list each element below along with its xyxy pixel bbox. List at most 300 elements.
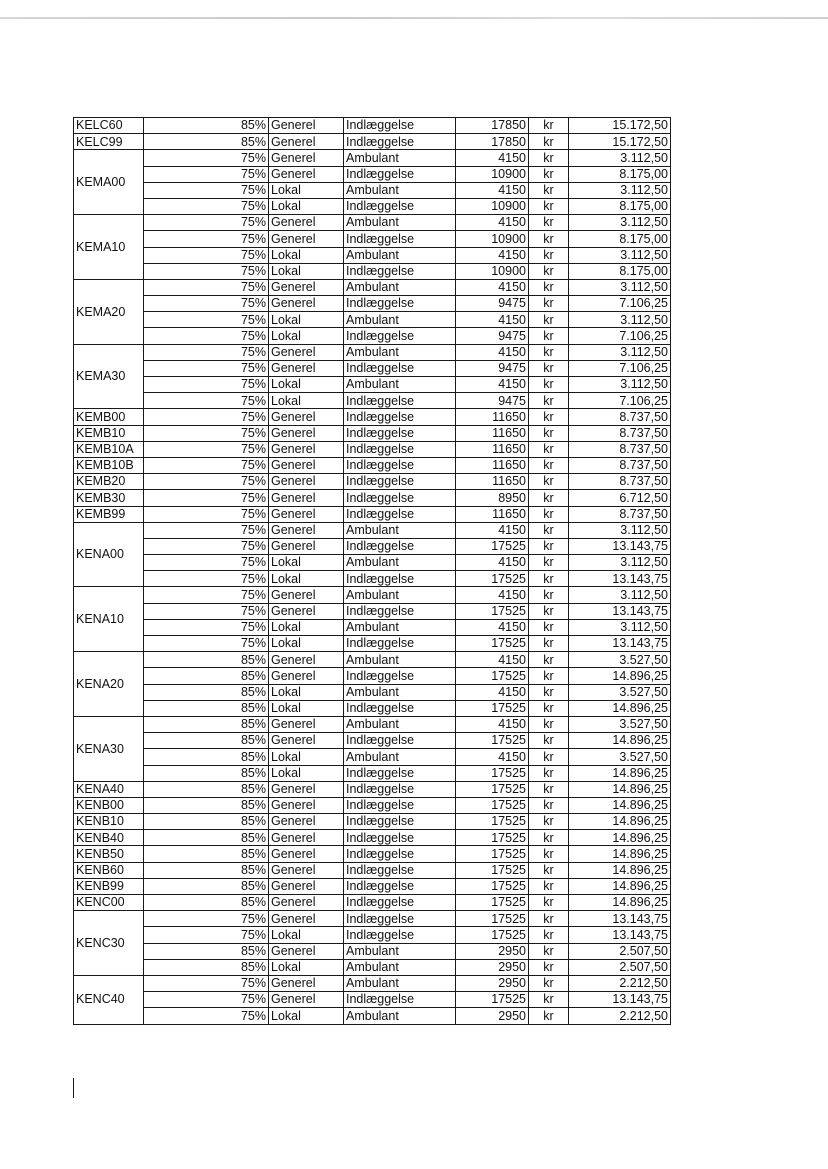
total-cell: 8.737,50: [569, 409, 671, 425]
table-row: [74, 814, 671, 830]
service-type-cell: Indlæggelse: [344, 506, 456, 522]
percent-cell: 85%: [144, 716, 269, 732]
service-type-cell: Indlæggelse: [344, 457, 456, 473]
currency-cell: kr: [529, 296, 569, 312]
currency-cell: kr: [529, 182, 569, 198]
category-cell: Generel: [269, 716, 344, 732]
table-row: [74, 846, 671, 862]
currency-cell: kr: [529, 975, 569, 991]
amount-cell: 11650: [456, 441, 529, 457]
total-cell: 8.175,00: [569, 166, 671, 182]
total-cell: 14.896,25: [569, 781, 671, 797]
service-type-cell: Ambulant: [344, 377, 456, 393]
percent-cell: 75%: [144, 182, 269, 198]
currency-cell: kr: [529, 198, 569, 214]
category-cell: Generel: [269, 360, 344, 376]
currency-cell: kr: [529, 231, 569, 247]
table-row: [74, 312, 671, 328]
category-cell: Generel: [269, 538, 344, 554]
amount-cell: 4150: [456, 182, 529, 198]
amount-cell: 2950: [456, 975, 529, 991]
total-cell: 7.106,25: [569, 296, 671, 312]
total-cell: 8.737,50: [569, 425, 671, 441]
currency-cell: kr: [529, 441, 569, 457]
currency-cell: kr: [529, 490, 569, 506]
amount-cell: 17525: [456, 895, 529, 911]
total-cell: 13.143,75: [569, 911, 671, 927]
amount-cell: 4150: [456, 215, 529, 231]
category-cell: Generel: [269, 733, 344, 749]
service-type-cell: Indlæggelse: [344, 878, 456, 894]
amount-cell: 11650: [456, 409, 529, 425]
percent-cell: 75%: [144, 312, 269, 328]
currency-cell: kr: [529, 409, 569, 425]
category-cell: Generel: [269, 474, 344, 490]
total-cell: 3.112,50: [569, 279, 671, 295]
table-row: [74, 943, 671, 959]
service-type-cell: Indlæggelse: [344, 231, 456, 247]
percent-cell: 75%: [144, 166, 269, 182]
table-row: [74, 506, 671, 522]
table-row: [74, 344, 671, 360]
total-cell: 14.896,25: [569, 862, 671, 878]
category-cell: Generel: [269, 587, 344, 603]
total-cell: 3.112,50: [569, 150, 671, 166]
table-row: [74, 474, 671, 490]
percent-cell: 85%: [144, 943, 269, 959]
total-cell: 7.106,25: [569, 328, 671, 344]
category-cell: Generel: [269, 846, 344, 862]
total-cell: 8.737,50: [569, 506, 671, 522]
percent-cell: 75%: [144, 328, 269, 344]
percent-cell: 85%: [144, 797, 269, 813]
service-type-cell: Indlæggelse: [344, 263, 456, 279]
total-cell: 2.507,50: [569, 943, 671, 959]
category-cell: Generel: [269, 522, 344, 538]
amount-cell: 17525: [456, 927, 529, 943]
service-type-cell: Indlæggelse: [344, 846, 456, 862]
currency-cell: kr: [529, 571, 569, 587]
total-cell: 7.106,25: [569, 393, 671, 409]
table-row: [74, 279, 671, 295]
rate-table: [73, 117, 671, 1025]
percent-cell: 85%: [144, 765, 269, 781]
percent-cell: 85%: [144, 959, 269, 975]
currency-cell: kr: [529, 474, 569, 490]
table-row: [74, 166, 671, 182]
currency-cell: kr: [529, 118, 569, 134]
amount-cell: 9475: [456, 393, 529, 409]
amount-cell: 2950: [456, 959, 529, 975]
category-cell: Generel: [269, 943, 344, 959]
currency-cell: kr: [529, 360, 569, 376]
percent-cell: 75%: [144, 506, 269, 522]
category-cell: Generel: [269, 911, 344, 927]
table-row: [74, 830, 671, 846]
percent-cell: 75%: [144, 474, 269, 490]
table-row: [74, 895, 671, 911]
amount-cell: 17525: [456, 603, 529, 619]
service-type-cell: Indlæggelse: [344, 360, 456, 376]
currency-cell: kr: [529, 538, 569, 554]
percent-cell: 85%: [144, 684, 269, 700]
category-cell: Generel: [269, 814, 344, 830]
total-cell: 8.175,00: [569, 231, 671, 247]
total-cell: 3.112,50: [569, 215, 671, 231]
currency-cell: kr: [529, 846, 569, 862]
service-type-cell: Indlæggelse: [344, 118, 456, 134]
percent-cell: 75%: [144, 538, 269, 554]
currency-cell: kr: [529, 457, 569, 473]
currency-cell: kr: [529, 862, 569, 878]
table-row: [74, 911, 671, 927]
table-row: [74, 749, 671, 765]
category-cell: Lokal: [269, 312, 344, 328]
category-cell: Generel: [269, 425, 344, 441]
currency-cell: kr: [529, 943, 569, 959]
table-row: [74, 668, 671, 684]
total-cell: 3.112,50: [569, 312, 671, 328]
currency-cell: kr: [529, 684, 569, 700]
amount-cell: 4150: [456, 377, 529, 393]
total-cell: 2.212,50: [569, 975, 671, 991]
service-type-cell: Ambulant: [344, 150, 456, 166]
category-cell: Lokal: [269, 198, 344, 214]
category-cell: Generel: [269, 878, 344, 894]
category-cell: Lokal: [269, 927, 344, 943]
total-cell: 15.172,50: [569, 134, 671, 150]
amount-cell: 4150: [456, 716, 529, 732]
currency-cell: kr: [529, 636, 569, 652]
total-cell: 2.507,50: [569, 959, 671, 975]
service-type-cell: Ambulant: [344, 975, 456, 991]
amount-cell: 10900: [456, 166, 529, 182]
currency-cell: kr: [529, 619, 569, 635]
table-row: [74, 182, 671, 198]
currency-cell: kr: [529, 668, 569, 684]
service-type-cell: Ambulant: [344, 587, 456, 603]
service-type-cell: Indlæggelse: [344, 992, 456, 1008]
table-row: [74, 716, 671, 732]
total-cell: 6.712,50: [569, 490, 671, 506]
amount-cell: 11650: [456, 474, 529, 490]
category-cell: Generel: [269, 296, 344, 312]
total-cell: 14.896,25: [569, 895, 671, 911]
table-row: [74, 377, 671, 393]
category-cell: Lokal: [269, 765, 344, 781]
service-type-cell: Indlæggelse: [344, 927, 456, 943]
category-cell: Generel: [269, 134, 344, 150]
service-type-cell: Ambulant: [344, 215, 456, 231]
percent-cell: 85%: [144, 878, 269, 894]
table-row: [74, 409, 671, 425]
percent-cell: 75%: [144, 393, 269, 409]
category-cell: Generel: [269, 668, 344, 684]
amount-cell: 4150: [456, 587, 529, 603]
percent-cell: 75%: [144, 975, 269, 991]
table-row: [74, 247, 671, 263]
code-cell: KEMB30: [74, 490, 144, 506]
currency-cell: kr: [529, 215, 569, 231]
category-cell: Generel: [269, 895, 344, 911]
category-cell: Lokal: [269, 749, 344, 765]
code-cell: KENA20: [74, 652, 144, 717]
percent-cell: 85%: [144, 733, 269, 749]
percent-cell: 75%: [144, 587, 269, 603]
category-cell: Lokal: [269, 1008, 344, 1024]
total-cell: 15.172,50: [569, 118, 671, 134]
amount-cell: 17525: [456, 700, 529, 716]
percent-cell: 85%: [144, 118, 269, 134]
currency-cell: kr: [529, 328, 569, 344]
currency-cell: kr: [529, 555, 569, 571]
percent-cell: 75%: [144, 377, 269, 393]
category-cell: Generel: [269, 652, 344, 668]
service-type-cell: Indlæggelse: [344, 296, 456, 312]
code-cell: KEMA00: [74, 150, 144, 215]
service-type-cell: Ambulant: [344, 555, 456, 571]
percent-cell: 75%: [144, 457, 269, 473]
code-cell: KEMA20: [74, 279, 144, 344]
percent-cell: 85%: [144, 895, 269, 911]
code-cell: KENA00: [74, 522, 144, 587]
currency-cell: kr: [529, 150, 569, 166]
service-type-cell: Indlæggelse: [344, 733, 456, 749]
category-cell: Generel: [269, 457, 344, 473]
code-cell: KENC40: [74, 975, 144, 1024]
currency-cell: kr: [529, 393, 569, 409]
category-cell: Lokal: [269, 377, 344, 393]
currency-cell: kr: [529, 830, 569, 846]
service-type-cell: Ambulant: [344, 522, 456, 538]
table-row: [74, 636, 671, 652]
service-type-cell: Ambulant: [344, 943, 456, 959]
table-row: [74, 1008, 671, 1024]
total-cell: 14.896,25: [569, 878, 671, 894]
service-type-cell: Indlæggelse: [344, 781, 456, 797]
amount-cell: 17850: [456, 134, 529, 150]
category-cell: Lokal: [269, 636, 344, 652]
service-type-cell: Ambulant: [344, 684, 456, 700]
code-cell: KENB50: [74, 846, 144, 862]
table-row: [74, 862, 671, 878]
total-cell: 14.896,25: [569, 733, 671, 749]
code-cell: KENB00: [74, 797, 144, 813]
percent-cell: 75%: [144, 198, 269, 214]
total-cell: 8.737,50: [569, 474, 671, 490]
total-cell: 3.112,50: [569, 247, 671, 263]
amount-cell: 4150: [456, 684, 529, 700]
table-row: [74, 992, 671, 1008]
code-cell: KENB60: [74, 862, 144, 878]
currency-cell: kr: [529, 878, 569, 894]
total-cell: 3.112,50: [569, 182, 671, 198]
amount-cell: 17525: [456, 878, 529, 894]
category-cell: Lokal: [269, 393, 344, 409]
currency-cell: kr: [529, 749, 569, 765]
percent-cell: 85%: [144, 862, 269, 878]
table-row: [74, 425, 671, 441]
percent-cell: 85%: [144, 134, 269, 150]
category-cell: Lokal: [269, 684, 344, 700]
total-cell: 8.737,50: [569, 441, 671, 457]
code-cell: KENC30: [74, 911, 144, 976]
amount-cell: 17525: [456, 733, 529, 749]
service-type-cell: Indlæggelse: [344, 409, 456, 425]
total-cell: 7.106,25: [569, 360, 671, 376]
amount-cell: 4150: [456, 247, 529, 263]
code-cell: KEMA10: [74, 215, 144, 280]
percent-cell: 75%: [144, 1008, 269, 1024]
code-cell: KENA10: [74, 587, 144, 652]
service-type-cell: Indlæggelse: [344, 328, 456, 344]
code-cell: KEMB10A: [74, 441, 144, 457]
category-cell: Generel: [269, 409, 344, 425]
amount-cell: 17525: [456, 797, 529, 813]
amount-cell: 17525: [456, 538, 529, 554]
total-cell: 14.896,25: [569, 668, 671, 684]
service-type-cell: Indlæggelse: [344, 668, 456, 684]
percent-cell: 75%: [144, 150, 269, 166]
currency-cell: kr: [529, 603, 569, 619]
category-cell: Lokal: [269, 247, 344, 263]
category-cell: Generel: [269, 215, 344, 231]
code-cell: KENB10: [74, 814, 144, 830]
service-type-cell: Indlæggelse: [344, 166, 456, 182]
percent-cell: 75%: [144, 603, 269, 619]
table-row: [74, 198, 671, 214]
table-row: [74, 975, 671, 991]
currency-cell: kr: [529, 247, 569, 263]
currency-cell: kr: [529, 166, 569, 182]
currency-cell: kr: [529, 911, 569, 927]
amount-cell: 4150: [456, 619, 529, 635]
code-cell: KENA30: [74, 716, 144, 781]
amount-cell: 17850: [456, 118, 529, 134]
service-type-cell: Ambulant: [344, 182, 456, 198]
service-type-cell: Indlæggelse: [344, 765, 456, 781]
currency-cell: kr: [529, 279, 569, 295]
table-row: [74, 263, 671, 279]
service-type-cell: Ambulant: [344, 344, 456, 360]
currency-cell: kr: [529, 895, 569, 911]
currency-cell: kr: [529, 587, 569, 603]
code-cell: KENC00: [74, 895, 144, 911]
service-type-cell: Ambulant: [344, 716, 456, 732]
percent-cell: 75%: [144, 296, 269, 312]
table-row: [74, 587, 671, 603]
currency-cell: kr: [529, 1008, 569, 1024]
table-row: [74, 733, 671, 749]
total-cell: 13.143,75: [569, 571, 671, 587]
amount-cell: 4150: [456, 522, 529, 538]
category-cell: Lokal: [269, 959, 344, 975]
percent-cell: 85%: [144, 668, 269, 684]
service-type-cell: Indlæggelse: [344, 538, 456, 554]
service-type-cell: Indlæggelse: [344, 198, 456, 214]
table-row: [74, 118, 671, 134]
table-row: [74, 150, 671, 166]
amount-cell: 4150: [456, 749, 529, 765]
category-cell: Generel: [269, 506, 344, 522]
percent-cell: 75%: [144, 247, 269, 263]
category-cell: Generel: [269, 797, 344, 813]
category-cell: Generel: [269, 992, 344, 1008]
table-row: [74, 927, 671, 943]
category-cell: Generel: [269, 975, 344, 991]
code-cell: KEMB10B: [74, 457, 144, 473]
amount-cell: 4150: [456, 652, 529, 668]
table-row: [74, 522, 671, 538]
currency-cell: kr: [529, 733, 569, 749]
percent-cell: 85%: [144, 781, 269, 797]
currency-cell: kr: [529, 652, 569, 668]
amount-cell: 4150: [456, 555, 529, 571]
category-cell: Lokal: [269, 182, 344, 198]
percent-cell: 85%: [144, 652, 269, 668]
percent-cell: 75%: [144, 263, 269, 279]
service-type-cell: Indlæggelse: [344, 797, 456, 813]
code-cell: KEMB00: [74, 409, 144, 425]
amount-cell: 17525: [456, 668, 529, 684]
category-cell: Lokal: [269, 571, 344, 587]
service-type-cell: Ambulant: [344, 247, 456, 263]
category-cell: Generel: [269, 830, 344, 846]
currency-cell: kr: [529, 700, 569, 716]
service-type-cell: Indlæggelse: [344, 441, 456, 457]
table-row: [74, 555, 671, 571]
currency-cell: kr: [529, 959, 569, 975]
percent-cell: 75%: [144, 279, 269, 295]
currency-cell: kr: [529, 522, 569, 538]
amount-cell: 10900: [456, 263, 529, 279]
total-cell: 14.896,25: [569, 797, 671, 813]
table-row: [74, 797, 671, 813]
total-cell: 13.143,75: [569, 538, 671, 554]
table-row: [74, 457, 671, 473]
service-type-cell: Indlæggelse: [344, 571, 456, 587]
table-row: [74, 781, 671, 797]
percent-cell: 75%: [144, 555, 269, 571]
amount-cell: 4150: [456, 312, 529, 328]
amount-cell: 4150: [456, 344, 529, 360]
code-cell: KENA40: [74, 781, 144, 797]
total-cell: 14.896,25: [569, 765, 671, 781]
amount-cell: 17525: [456, 911, 529, 927]
percent-cell: 85%: [144, 846, 269, 862]
total-cell: 3.112,50: [569, 522, 671, 538]
service-type-cell: Ambulant: [344, 1008, 456, 1024]
amount-cell: 9475: [456, 296, 529, 312]
total-cell: 8.737,50: [569, 457, 671, 473]
currency-cell: kr: [529, 797, 569, 813]
table-border-tail: [73, 1078, 74, 1098]
amount-cell: 4150: [456, 279, 529, 295]
category-cell: Generel: [269, 441, 344, 457]
amount-cell: 17525: [456, 992, 529, 1008]
service-type-cell: Indlæggelse: [344, 830, 456, 846]
percent-cell: 75%: [144, 992, 269, 1008]
amount-cell: 9475: [456, 360, 529, 376]
service-type-cell: Indlæggelse: [344, 134, 456, 150]
category-cell: Lokal: [269, 263, 344, 279]
code-cell: KEMA30: [74, 344, 144, 409]
table-row: [74, 959, 671, 975]
service-type-cell: Indlæggelse: [344, 603, 456, 619]
category-cell: Generel: [269, 231, 344, 247]
currency-cell: kr: [529, 263, 569, 279]
percent-cell: 85%: [144, 814, 269, 830]
